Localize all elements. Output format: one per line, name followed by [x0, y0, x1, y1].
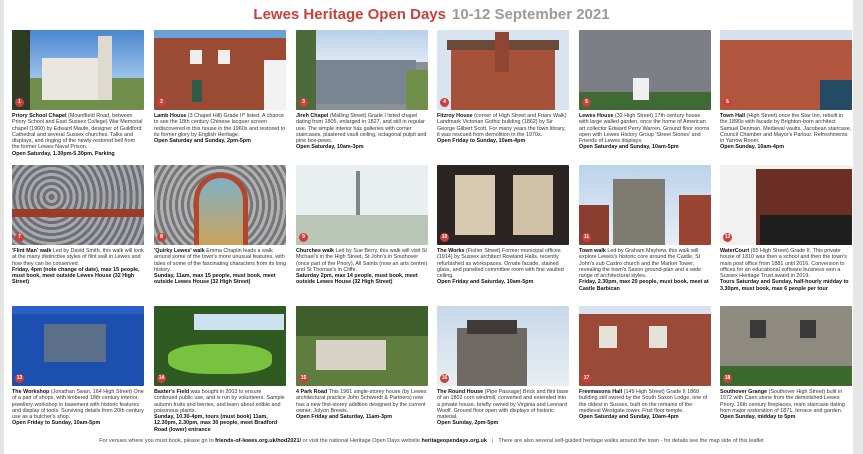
venue-photo: [154, 165, 286, 245]
title-text: Lewes Heritage Open Days: [253, 6, 446, 23]
venue-number-badge: 3: [299, 98, 308, 107]
venue-number-badge: 12: [724, 234, 731, 240]
venue-card: [579, 306, 711, 420]
venue-number-badge: 18: [724, 375, 731, 381]
venue-photo: [437, 306, 569, 386]
venue-name: Town Hall: [720, 113, 746, 119]
venue-name: Fitzroy House: [437, 113, 473, 119]
venue-description: (Mountfield Road, between Priory School and East Sussex College) War Memorial chapel (1960) by Edward Maufe, designer of Guildford Cathedral and several Sussex churches. Talks and displays, and ringing of the newly-restored bell from the former Lewes Naval Prison.: [12, 113, 143, 151]
venue-name: Churches walk: [296, 248, 335, 254]
venue-caption: [437, 389, 569, 427]
venue-caption: [437, 113, 569, 144]
venue-name: 4 Park Road: [296, 389, 328, 395]
venue-photo: [720, 306, 852, 386]
venue-opening-times: Open Saturday, 1.30pm-5.30pm. Parking: [12, 150, 115, 157]
venue-caption: [296, 248, 428, 286]
venue-name: Freemasons Hall: [579, 389, 623, 395]
venue-number-badge: 15: [300, 375, 307, 381]
venue-caption: [720, 248, 852, 292]
venue-description: (Southover High Street) built in 1572 with Caen stone from the demolished Lewes Priory. 16th century fireplaces, main staircase dating from major restoration of 1871, terrace and garden.: [720, 389, 845, 414]
venue-name: 'Flint Man' walk: [12, 248, 52, 254]
venue-opening-times: Saturday 2pm, max 14 people, must book, meet outside Lewes House (32 High Street): [296, 273, 418, 286]
venue-card: [296, 30, 428, 151]
venue-name: Lamb House: [154, 113, 187, 119]
venue-description: was bought in 2003 to ensure continued public use, and is run by volunteers. Sample autumn fruits and berries, and learn about edible and poisonous plants.: [154, 389, 285, 414]
venue-opening-times: Open Friday to Sunday, 10am-4pm: [437, 138, 526, 145]
venue-photo: [296, 306, 428, 386]
footer-walks-note: There are also several self-guided heritage walks around the town - for details see the map side of this leaflet: [498, 438, 764, 444]
venue-description: Led by Graham Mayhew, this walk will explore Lewes's historic core around the Castle, St John's sub Castro church and the Market Tower, revealing the town's Saxon ground-plan and a wide range of architectural styles.: [579, 248, 702, 280]
venue-opening-times: Open Saturday and Sunday, 2pm-5pm: [154, 138, 251, 145]
venue-description: (Fisher Street) Former municipal offices (1914) by Sussex architect Rowland Halls, recently refurbished as workspaces. Ornate facade, stained glass, and panelled committee room with fine vaulted ceiling.: [437, 248, 564, 280]
venue-opening-times: Open Sunday, 2pm-5pm: [437, 420, 499, 427]
venue-number-badge: 14: [158, 375, 165, 381]
venue-opening-times: Open Saturday, 10am-3pm: [296, 144, 364, 151]
venue-caption: [296, 389, 428, 420]
venue-opening-times: Open Sunday, midday to 5pm: [720, 414, 796, 421]
venue-photo: [720, 165, 852, 245]
venue-photo: [579, 165, 711, 245]
venue-opening-times: Open Saturday and Sunday, 10am-5pm: [579, 144, 679, 151]
footer-note: [0, 438, 863, 444]
venue-photo: [154, 306, 286, 386]
venue-name: Priory School Chapel: [12, 113, 67, 119]
venue-description: (Pipe Passage) Brick and flint base of an 1802 corn windmill, converted and extended into a private house, briefly owned by Virginia and Leonard Woolf. Ground floor open with displays of historic material.: [437, 389, 569, 421]
venue-caption: [296, 113, 428, 151]
booking-link[interactable]: friends-of-lewes.org.uk/hod2021/: [215, 438, 302, 444]
venue-name: Jireh Chapel: [296, 113, 329, 119]
page-title: [0, 6, 863, 23]
venue-card: [720, 306, 852, 420]
title-dates: 10-12 September 2021: [451, 6, 610, 23]
venue-number-badge: 13: [16, 375, 23, 381]
venue-card: [579, 30, 711, 151]
venue-caption: [12, 113, 144, 157]
venue-caption: [12, 248, 144, 286]
venue-number-badge: 8: [157, 233, 166, 242]
venue-description: (Jonathan Swan, 164 High Street) One of a pair of shops, with timbered 18th century interior, jewellery workshop in basement with historic features and display of tools. Surviving details from 20th century use as a butcher's shop.: [12, 389, 144, 421]
venue-name: Town walk: [579, 248, 606, 254]
venue-photo: [437, 30, 569, 110]
venue-opening-times: Open Saturday and Sunday, 10am-4pm: [579, 414, 679, 421]
venue-number-badge: 10: [441, 234, 448, 240]
venue-photo: [12, 30, 144, 110]
venue-photo: [12, 165, 144, 245]
venue-card: [720, 30, 852, 151]
venue-card: [154, 165, 286, 286]
venue-photo: [296, 30, 428, 110]
venue-name: The Works: [437, 248, 465, 254]
venue-description: (High Street) once the Star Inn, rebuilt in the 1890s with facade by Brighton-born architect Samuel Denman. Medieval vaults, Jacobean staircase, Council Chamber and Mayor's Parlour. Refreshments in Yarrow Room.: [720, 113, 852, 145]
venue-caption: [579, 248, 711, 292]
national-hod-link[interactable]: heritageopendays.org.uk: [421, 438, 487, 444]
venue-opening-times: Friday, 4pm (note change of date), max 15 people, must book, meet outside Lewes House (32 High Street): [12, 266, 140, 286]
venue-number-badge: 7: [15, 233, 24, 242]
venue-opening-times: Friday, 2.30pm, max 20 people, must book, meet at Castle Barbican: [579, 279, 709, 292]
venue-name: Lewes House: [579, 113, 614, 119]
venue-caption: [579, 113, 711, 151]
venue-card: [12, 165, 144, 286]
venue-photo: [437, 165, 569, 245]
venue-description: Led by Sue Berry, this walk will visit St Michael's in the High Street, St John's in Southover (once part of the Priory), All Saints (now an arts centre) and St Thomas's in Cliffe.: [296, 248, 428, 273]
venue-number-badge: 5: [582, 98, 591, 107]
venue-description: (32 High Street) 17th century house with large walled garden, once the home of American art collector Edward Perry Warren. Ground floor rooms open with Lewes History Group 'Street Stories' and Friends of Lewes displays.: [579, 113, 710, 145]
venue-opening-times: Open Friday and Saturday, 11am-3pm: [296, 414, 393, 421]
venue-caption: [437, 248, 569, 286]
venue-card: [437, 165, 569, 286]
venue-card: [437, 306, 569, 427]
venue-caption: [12, 389, 144, 427]
venue-card: [154, 30, 286, 144]
venue-photo: [579, 306, 711, 386]
venue-number-badge: 2: [157, 98, 166, 107]
venue-caption: [154, 113, 286, 144]
venue-number-badge: 4: [440, 98, 449, 107]
venue-opening-times: Open Friday to Sunday, 10am-5pm: [12, 420, 101, 427]
venue-photo: [12, 306, 144, 386]
venue-number-badge: 11: [583, 234, 590, 240]
venue-description: (Malling Street) Grade I listed chapel dating from 1805, enlarged in 1827, and still in regular use. The simple interior has galleries with corner staircases, plastered vault ceiling, octagonal pulpit and pine box-pews.: [296, 113, 427, 145]
venue-description: (149 High Street) Grade II 1868 building still owned by the South Saxon Lodge, one of the oldest in Sussex, built on the remains of the medieval Westgate tower. First floor temple.: [579, 389, 708, 414]
venue-name: WaterCourt: [720, 248, 750, 254]
venue-photo: [154, 30, 286, 110]
venue-card: [437, 30, 569, 144]
venue-opening-times: Tours Saturday and Sunday, half-hourly midday to 3.30pm, must book, max 6 people per tour: [720, 279, 849, 292]
venue-description: This 1961 single-storey house (by Lewes architectural practice John Schwerdt & Partners) now has a new first-storey addition designed by the current owner, Jolyon Brewis.: [296, 389, 427, 414]
venue-card: [12, 30, 144, 157]
venue-number-badge: 1: [15, 98, 24, 107]
right-scroll-gutter: [853, 0, 863, 454]
footer-separator: |: [491, 438, 494, 444]
venue-number-badge: 16: [441, 375, 448, 381]
venue-card: [154, 306, 286, 433]
venue-description: (corner of High Street and Friars Walk) Landmark Victorian Gothic building (1862) by Sir George Gilbert Scott. For many years the town library, it was rescued from demolition in the 1970s.: [437, 113, 567, 138]
venue-opening-times: Sunday, 10.30-4pm, tours (must book) 11am, 12.30pm, 2.30pm, max 30 people, meet Bradford Road (lower) entrance: [154, 414, 278, 433]
footer-national-prefix: or visit the national Heritage Open Days website: [301, 438, 422, 444]
venue-card: [296, 306, 428, 420]
venue-caption: [154, 248, 286, 286]
venue-name: 'Quirky Lewes' walk: [154, 248, 205, 254]
venue-name: The Round House: [437, 389, 484, 395]
footer-booking-prefix: For venues where you must book, please go to: [99, 438, 216, 444]
venue-number-badge: 6: [723, 98, 732, 107]
venue-caption: [720, 389, 852, 420]
venue-card: [579, 165, 711, 292]
venue-card: [720, 165, 852, 292]
venue-name: Baxter's Field: [154, 389, 190, 395]
venue-description: Emma Chaplin leads a walk around some of the town's more unusual features, with tales of some of the fascinating characters from its long history.: [154, 248, 286, 273]
venue-photo: [720, 30, 852, 110]
venue-caption: [579, 389, 711, 420]
venue-photo: [296, 165, 428, 245]
venue-caption: [154, 389, 286, 433]
venue-number-badge: 17: [583, 375, 590, 381]
venue-card: [296, 165, 428, 286]
venue-caption: [720, 113, 852, 151]
venue-card: [12, 306, 144, 427]
venue-description: (65 High Street) Grade II. This private house of 1810 was then a school and then the town's main post office from 1881 until 2016. Conversion to offices for an educational software business won a Sussex Heritage Trust award in 2019.: [720, 248, 847, 280]
venue-opening-times: Sunday, 11am, max 15 people, must book, meet outside Lewes House (32 High Street): [154, 273, 276, 286]
left-margin-bar: [0, 0, 4, 454]
venue-description: Led by David Smith, this walk will look at the many distinctive styles of flint wall in Lewes and how they can be conserved.: [12, 248, 144, 267]
venue-number-badge: 9: [299, 233, 308, 242]
venue-name: The Workshop: [12, 389, 50, 395]
venue-opening-times: Open Sunday, 10am-4pm: [720, 144, 785, 151]
venue-description: (3 Chapel Hill) Grade II* listed. A chance to see the 18th century Chinese lacquer screen rediscovered in this house in the 1960s and restored to its former glory by English Heritage.: [154, 113, 286, 138]
venue-photo: [579, 30, 711, 110]
venue-name: Southover Grange: [720, 389, 768, 395]
venue-opening-times: Open Friday and Saturday, 10am-5pm: [437, 279, 534, 286]
